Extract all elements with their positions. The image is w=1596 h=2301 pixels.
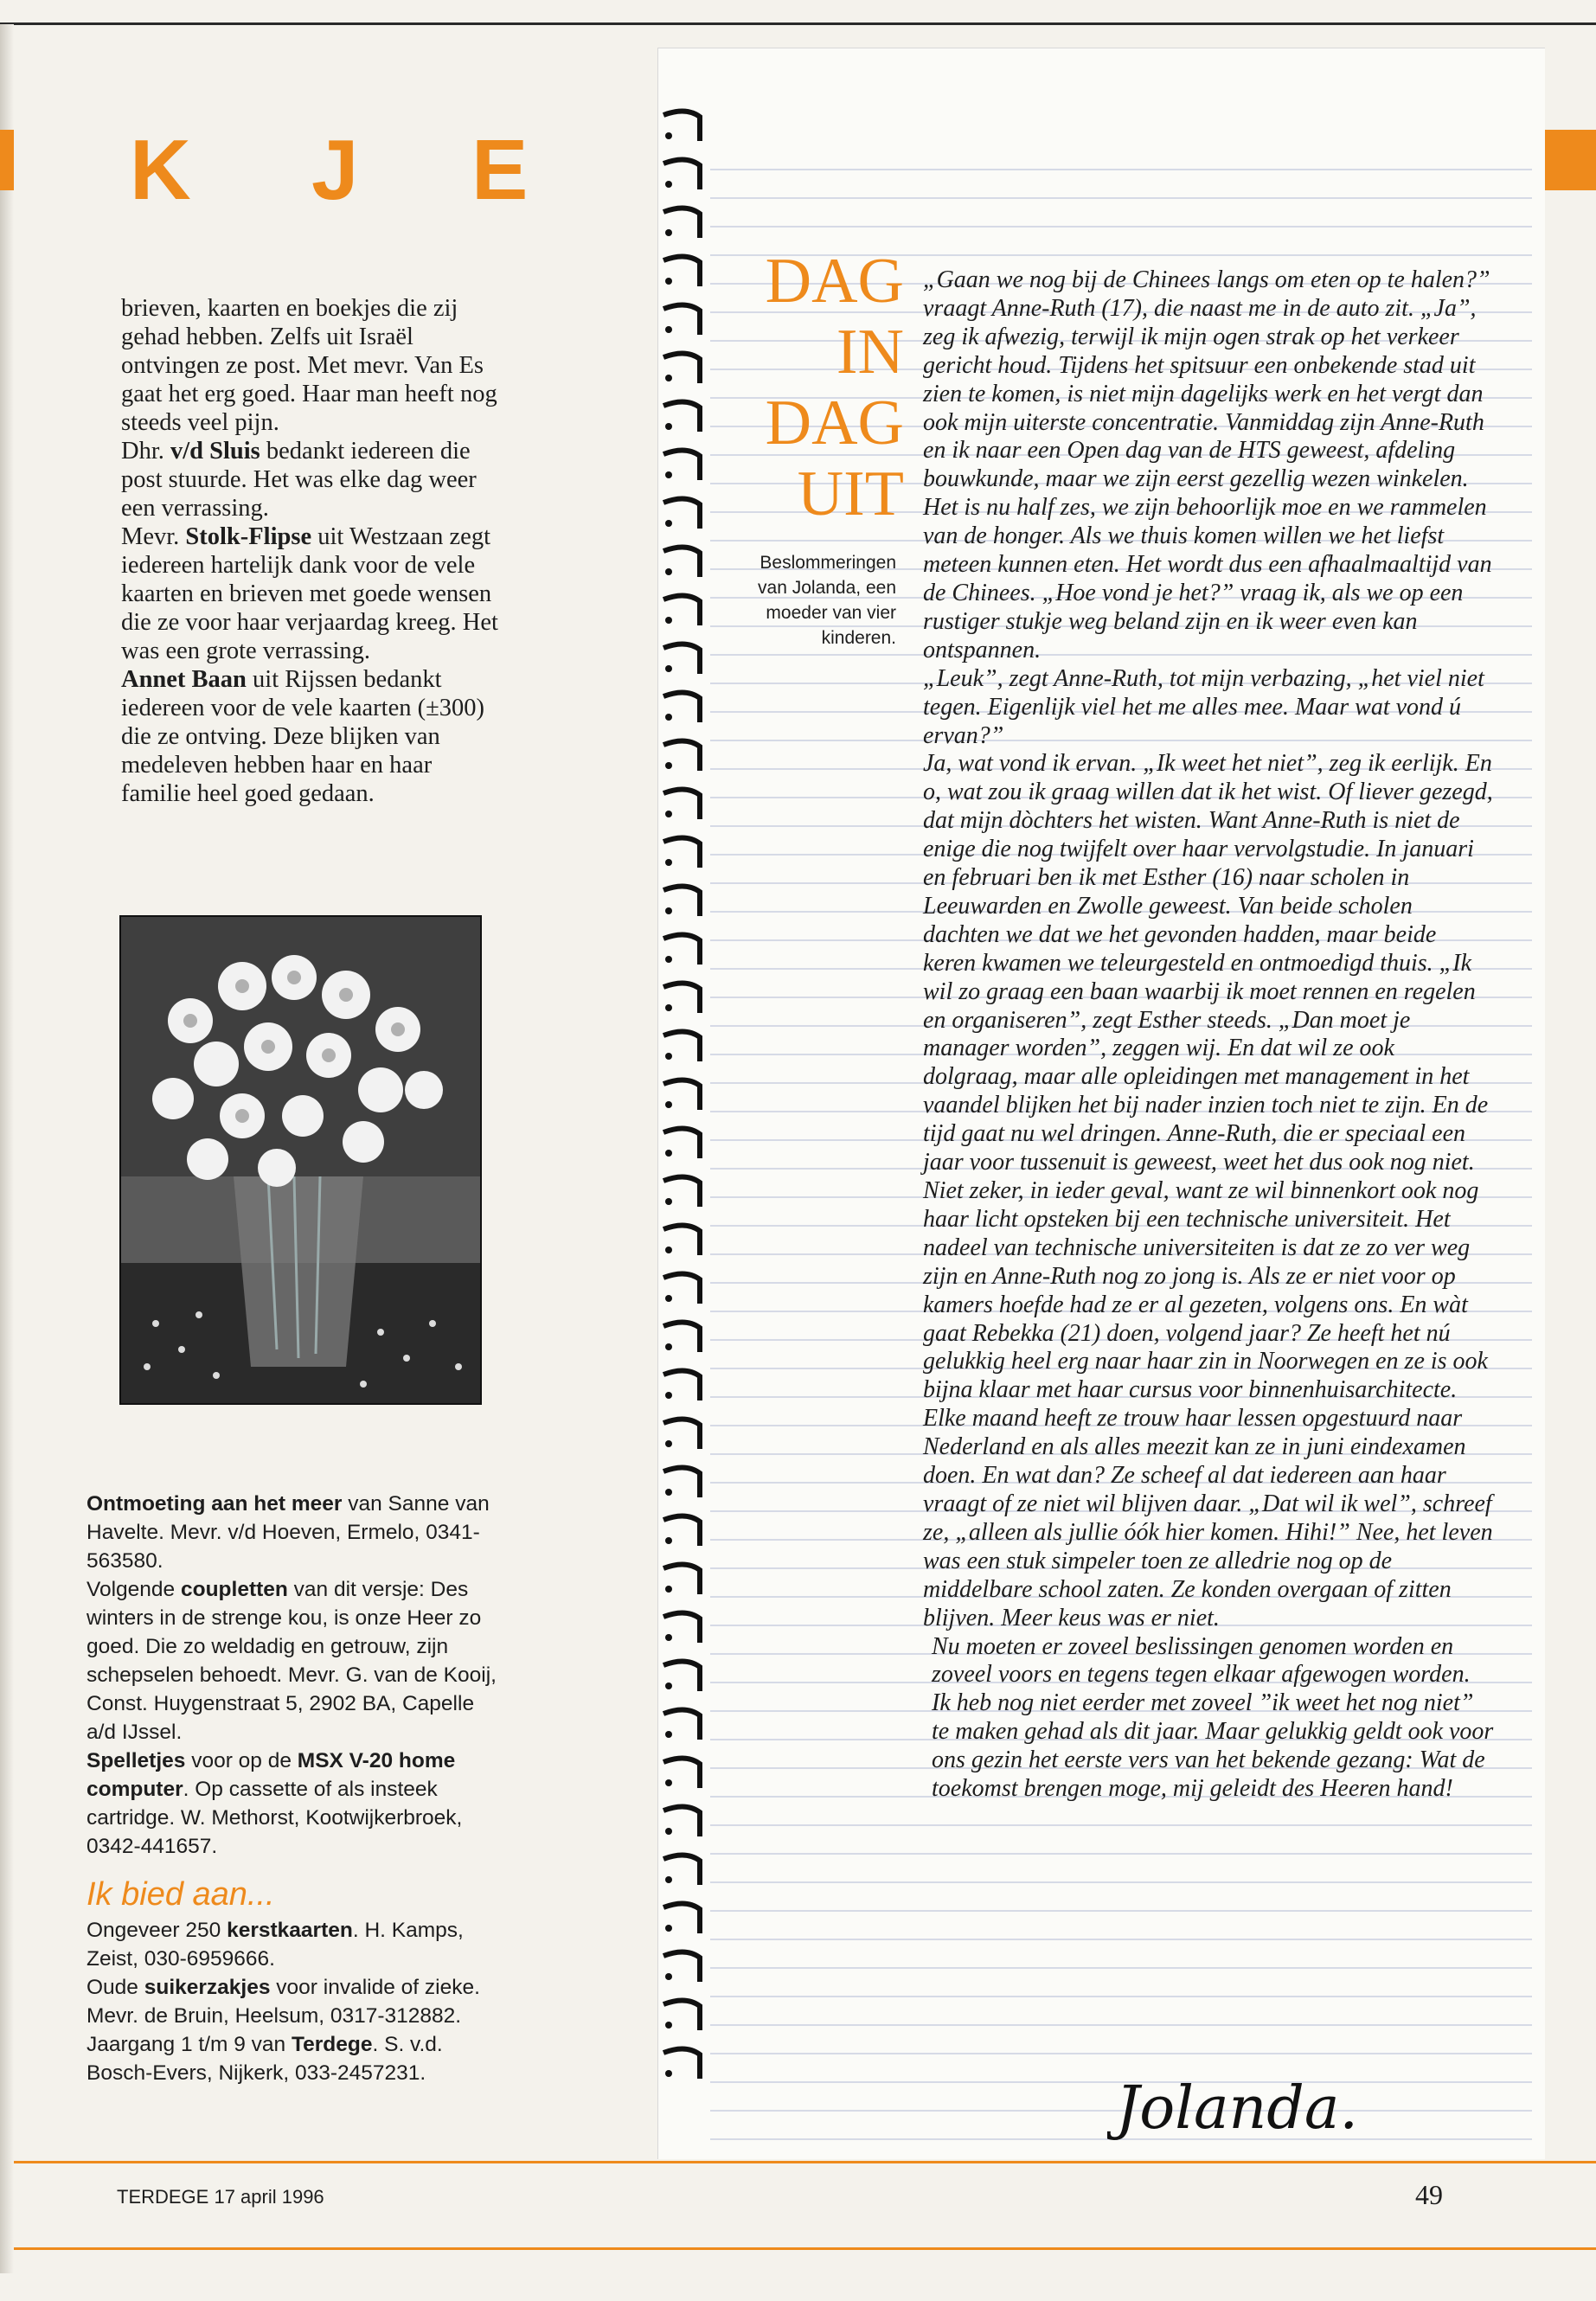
column-story [923,266,1494,1804]
spiral-hole [665,375,672,381]
section-header [130,121,580,216]
spiral-hole [665,956,672,963]
column-title [740,247,904,530]
header-letter: K [130,122,191,217]
footer-rule [14,2247,1596,2250]
spiral-hole [665,907,672,914]
note-paragraph: brieven, kaarten en boekjes die zij gehad hebben. Zelfs uit Israël ontvingen ze post. Met mevr. Van Es gaat het erg goed. Haar man heeft nog steeds veel pijn. [121,295,497,436]
spiral-hole [665,1537,672,1544]
title-line: UIT [797,458,904,529]
spiral-hole [665,471,672,478]
spiral-hole [665,568,672,575]
spiral-hole [665,132,672,139]
spiral-hole [665,762,672,769]
daffodil-photo [119,915,482,1405]
note-paragraph: Mevr. Stolk-Flipse uit Westzaan zegt iedereen hartelijk dank voor de vele kaarten en brieven met goede wensen die ze voor haar verjaardag kreeg. Het was een grote verrassing. [121,523,498,664]
spiral-hole [665,278,672,285]
spiral-hole [665,1731,672,1738]
spiral-hole [665,326,672,333]
spiral-hole [665,1634,672,1641]
left-orange-tab [0,130,14,190]
spiral-hole [665,1489,672,1496]
story-paragraph: „Leuk”, zegt Anne-Ruth, tot mijn verbazing, „het viel niet tegen. Eigenlijk viel het me alles mee. Maar wat vond ú ervan?” [923,664,1484,749]
page-gutter [0,24,14,2273]
spiral-hole [665,1779,672,1786]
spiral-hole [665,1828,672,1835]
header-letter: E [471,122,529,217]
spiral-hole [665,1392,672,1399]
top-rule [0,22,1596,25]
spiral-hole [665,181,672,188]
spiral-hole [665,1440,672,1447]
spiral-hole [665,1876,672,1883]
story-paragraph: Nu moeten er zoveel beslissingen genomen worden en zoveel voors en tegens tegen elkaar afgewogen worden. Ik heb nog niet eerder met zoveel ”ik weet het nog niet” te maken gehad als dit jaar. Maar gelukkig geldt ook voor ons gezin het eerste vers van het bekende gezang: Wat de toekomst brengen moge, mij geleidt des Heeren hand! [932,1632,1494,1803]
note-paragraph: Annet Baan uit Rijssen bedankt iedereen voor de vele kaarten (±300) die ze ontving. Deze blijken van medeleven hebben haar en haar familie heel goed gedaan. [121,666,484,807]
spiral-hole [665,665,672,672]
spiral-hole [665,1925,672,1932]
header-letter: J [311,122,359,217]
spiral-hole [665,1682,672,1689]
issue-date: TERDEGE 17 april 1996 [117,2186,324,2208]
ad-item: Spelletjes voor op de MSX V-20 home computer. Op cassette of als insteek cartridge. W. Methorst, Kootwijkerbroek, 0342-441657. [87,1749,463,1858]
title-line: IN [836,317,904,388]
spiral-hole [665,1053,672,1060]
thank-you-notes [121,294,502,808]
spiral-hole [665,2070,672,2077]
classifieds [87,1490,502,2087]
spiral-hole [665,617,672,624]
spiral-hole [665,423,672,430]
spiral-hole [665,1586,672,1593]
story-paragraph: „Gaan we nog bij de Chinees langs om eten op te halen?” vraagt Anne-Ruth (17), die naast me in de auto zit. „Ja”, zeg ik afwezig, terwijl ik mijn ogen strak op het verkeer gericht houd. Tijdens het spitsuur een onbekende stad uit zien te komen, is niet mijn dagelijks werk en het vergt dan ook mijn uiterste concentratie. Vanmiddag zijn Anne-Ruth en ik naar een Open dag van de HTS geweest, afdeling bouwkunde, maar we zijn eerst gezellig wezen winkelen. Het is nu half zes, we zijn behoorlijk moe en we rammelen van de honger. Als we thuis komen willen we het liefst meteen kunnen eten. Het wordt dus een afhaalmaaltijd van de Chinees. „Hoe vond je het?” vraag ik, als we op een rustiger stukje weg beland zijn en ik weer even kan ontspannen. [923,266,1492,663]
ad-item: Ongeveer 250 kerstkaarten. H. Kamps, Zeist, 030-6959666. [87,1919,464,1971]
ad-item: Jaargang 1 t/m 9 van Terdege. S. v.d. Bosch-Evers, Nijkerk, 033-2457231. [87,2033,443,2085]
signature [1107,2059,1419,2171]
offer-heading: Ik bied aan... [87,1876,275,1913]
ad-item: Volgende coupletten van dit versje: Des winters in de strenge kou, is onze Heer zo goed. Die zo weldadig en getrouw, zijn schepselen behoedt. Mevr. G. van de Kooij, Const. Huygenstraat 5, 2902 BA, Capelle a/d IJssel. [87,1578,497,1744]
spiral-hole [665,1973,672,1980]
spiral-hole [665,1150,672,1157]
ad-item: Oude suikerzakjes voor invalide of zieke. Mevr. de Bruin, Heelsum, 0317-312882. [87,1976,480,2028]
spiral-hole [665,1004,672,1011]
spiral-hole [665,2022,672,2029]
footer-rule [14,2161,1596,2163]
spiral-hole [665,1101,672,1108]
spiral-hole [665,1343,672,1350]
note-paragraph: Dhr. v/d Sluis bedankt iedereen die post stuurde. Het was elke dag weer een verrassing. [121,438,477,522]
spiral-hole [665,811,672,817]
spiral-hole [665,859,672,866]
page-number: 49 [1415,2179,1443,2210]
ad-item: Ontmoeting aan het meer van Sanne van Havelte. Mevr. v/d Hoeven, Ermelo, 0341-563580. [87,1492,490,1573]
story-paragraph: Ja, wat vond ik ervan. „Ik weet het niet”, zeg ik eerlijk. En o, wat zou ik graag willen dat ik het wist. Of liever gezegd, dat mijn dòchters het wisten. Want Anne-Ruth is niet de enige die nog twijfelt over haar vervolgstudie. In januari en februari ben ik met Esther (16) naar scholen in Leeuwarden en Zwolle geweest. Van beide scholen dachten we dat we het gevonden hadden, maar beide keren kwamen we teleurgesteld en ontmoedigd thuis. „Ik wil zo graag een baan waarbij ik moet rennen en regelen en organiseren”, zegt Esther steeds. „Dan moet je manager worden”, zeggen wij. En dat wil ze ook dolgraag, maar alle opleidingen met management in het vaandel blijken het bij nader inzien toch niet te zijn. En de tijd gaat nu wel dringen. Anne-Ruth, die er speciaal een jaar voor tussenuit is geweest, weet het dus ook nog niet. Niet zeker, in ieder geval, want ze wil binnenkort ook nog haar licht opsteken bij een technische universiteit. Het nadeel van technische universiteiten is dat ze zo ver weg zijn en Anne-Ruth nog zo jong is. Als ze er niet voor op kamers hoefde had ze er al gezeten, volgens ons. En wàt gaat Rebekka (21) doen, volgend jaar? Ze heeft het nú gelukkig heel erg naar haar zin in Noorwegen en ze is ook bijna klaar met haar cursus voor binnenhuisarchitecte. Elke maand heeft ze trouw haar lessen opgestuurd naar Nederland en als alles meezit kan ze in juni eindexamen doen. En wat dan? Ze scheef al dat iedereen aan haar vraagt of ze niet wil blijven daar. „Dat wil ik wel”, schreef ze, „alleen als jullie óók hier komen. Hihi!” Nee, het leven was een stuk simpeler toen ze alledrie nog op de middelbare school zaten. Ze konden overgaan of zitten blijven. Meer keus was er niet. [923,750,1493,1631]
spiral-hole [665,229,672,236]
spiral-hole [665,714,672,721]
signature-text: Jolanda. [1116,2074,1358,2143]
column-subtitle: Beslommeringen van Jolanda, een moeder van vier kinderen. [758,553,896,648]
spiral-hole [665,1247,672,1253]
spiral-hole [665,1198,672,1205]
title-line: DAG [765,388,904,458]
title-line: DAG [765,246,904,317]
spiral-binding [660,108,712,2089]
spiral-hole [665,1295,672,1302]
spiral-hole [665,520,672,527]
